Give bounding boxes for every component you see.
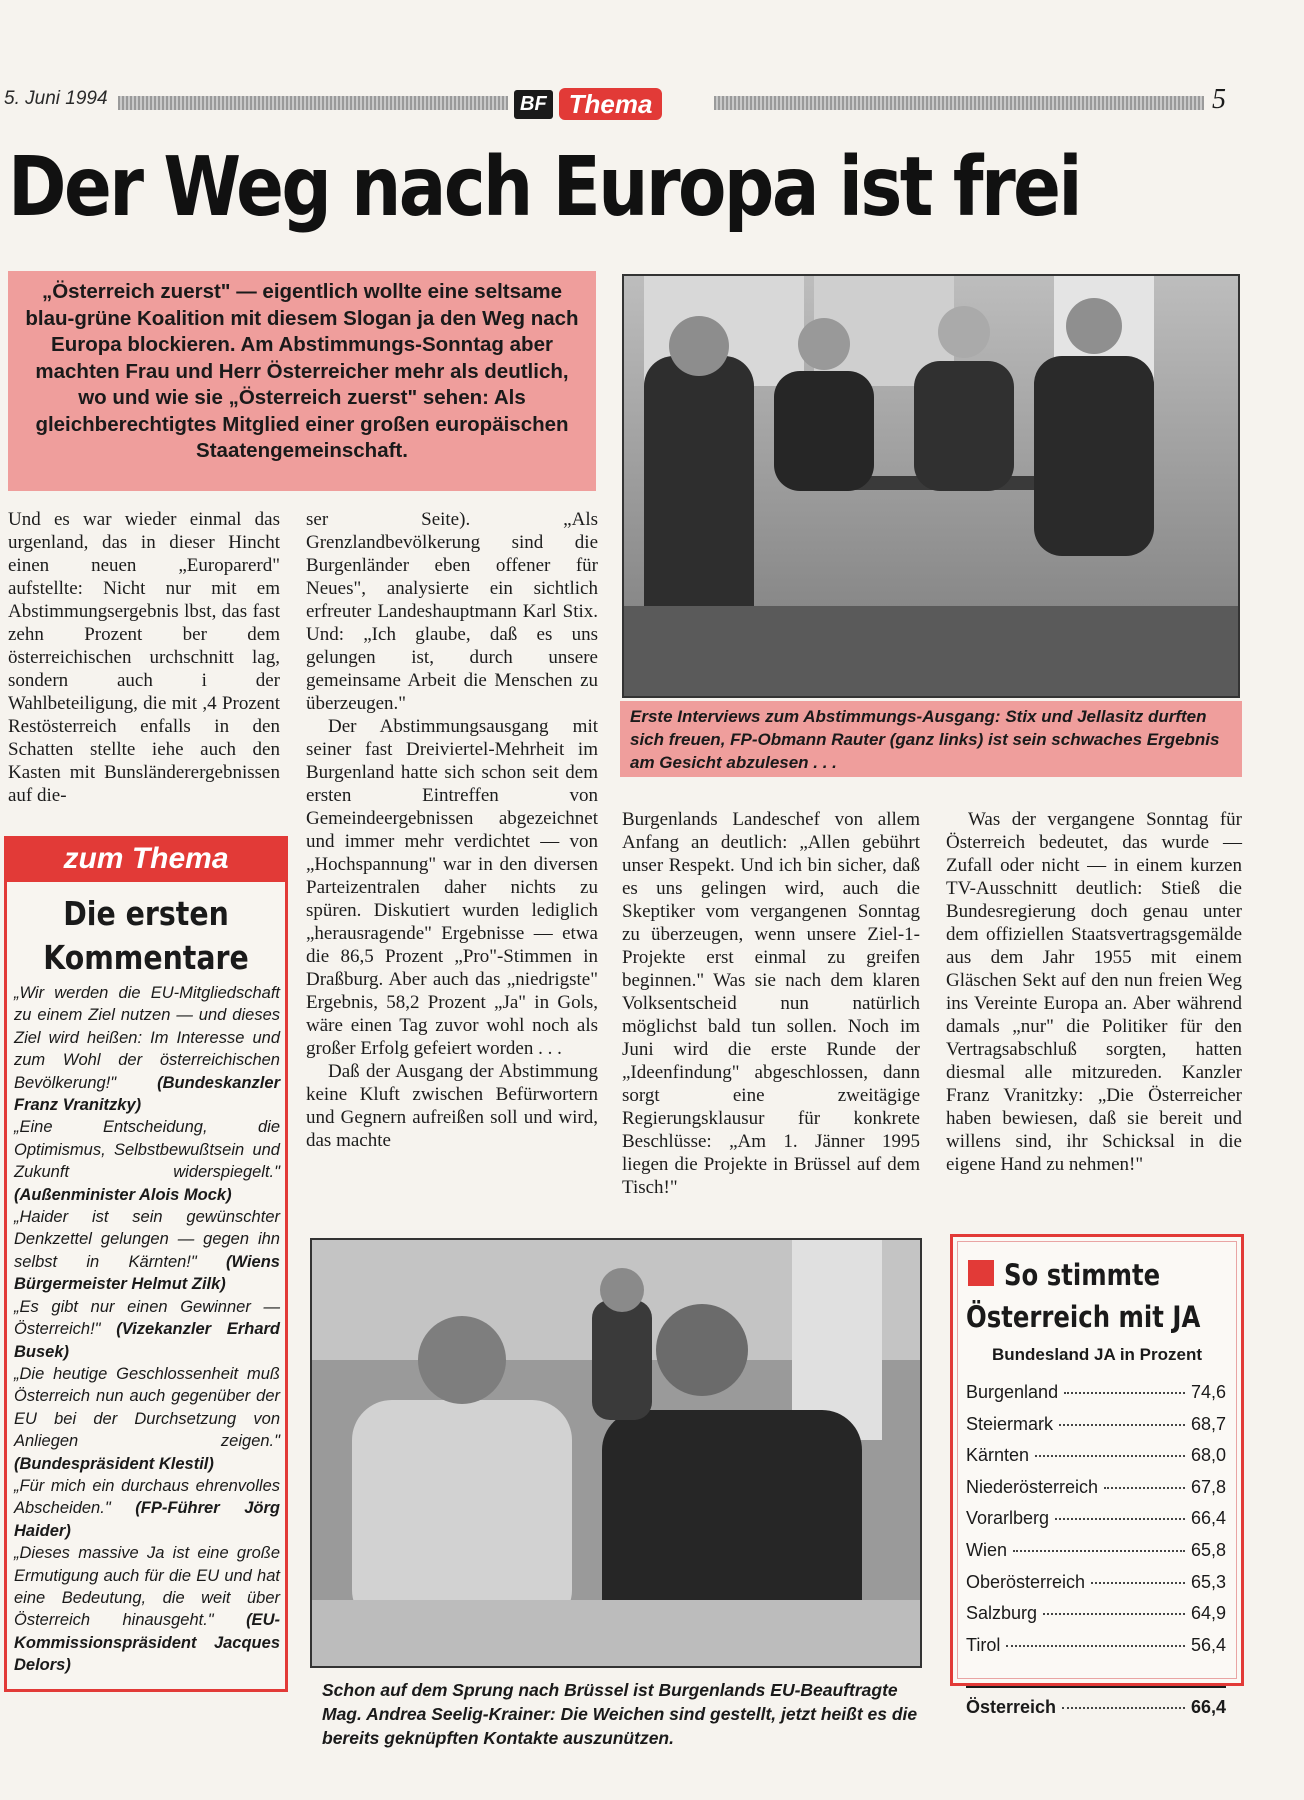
photo-eu-delegate-image xyxy=(312,1240,920,1666)
sidebar-quotes xyxy=(14,982,280,1677)
quote-item xyxy=(14,1475,280,1542)
results-row-name: Salzburg xyxy=(966,1603,1038,1624)
header-rule-right xyxy=(714,96,1204,110)
results-separator xyxy=(966,1686,1226,1688)
photo-tv-interview xyxy=(622,274,1240,698)
results-total-row xyxy=(966,1697,1226,1729)
quote-item xyxy=(14,1296,280,1363)
bf-logo: BF xyxy=(514,90,553,119)
results-row xyxy=(966,1572,1226,1604)
results-list xyxy=(966,1382,1226,1666)
results-row-name: Kärnten xyxy=(966,1445,1030,1466)
results-row-name: Vorarlberg xyxy=(966,1508,1050,1529)
photo-eu-delegate-caption: Schon auf dem Sprung nach Brüssel ist Burgenlands EU-Beauftragte Mag. Andrea Seelig-Krainer: Die Weichen sind gestellt, jetzt heißt es die bereits geknüpften Kontakte auszunützen. xyxy=(322,1680,918,1748)
thema-logo: Thema xyxy=(559,88,663,120)
photo-tv-interview-image xyxy=(624,276,1238,696)
lead-paragraph: „Österreich zuerst" — eigentlich wollte eine seltsame blau-grüne Koalition mit diesem Slogan ja den Weg nach Europa blockieren. Am Abstimmungs-Sonntag aber machten Frau und Herr Österreicher mehr als deutlich, wo und wie sie „Österreich zuerst" sehen: Als gleichberechtigtes Mitglied einer großen europäischen Staatengemeinschaft. xyxy=(8,271,596,491)
quote-text: „Die heutige Geschlossenheit muß Österreich nun auch gegenüber der EU bei der Durchsetzung von Anliegen zeigen." xyxy=(14,1364,280,1451)
quote-text: „Dieses massive Ja ist eine große Ermutigung auch für die EU und hat eine Bedeutung, die weit über Österreich hinausgeht." xyxy=(14,1544,280,1630)
results-total xyxy=(966,1697,1226,1729)
quote-source: (Vizekanzler Erhard Busek) xyxy=(14,1320,280,1361)
sidebar-kicker-text: zum Thema xyxy=(63,842,229,875)
results-row-value: 65,3 xyxy=(1190,1571,1226,1592)
results-row xyxy=(966,1635,1226,1667)
sidebar-title: Die ersten Kommentare xyxy=(43,894,249,977)
results-row xyxy=(966,1603,1226,1635)
page-number: 5 xyxy=(1212,84,1226,115)
article-col2-p1: ser Seite). „Als Grenzlandbevölkerung sind die Burgenländer eben offener für Neues", analysierte ein sichtlich erfreuter Landeshauptmann Karl Stix. Und: „Ich glaube, daß es uns gelungen ist, durch unsere gemeinsame Arbeit die Menschen zu überzeugen." xyxy=(306,509,598,714)
results-row-value: 68,0 xyxy=(1190,1445,1226,1466)
quote-source: (Außenminister Alois Mock) xyxy=(14,1185,232,1204)
quote-item xyxy=(14,1363,280,1475)
article-col4-p1: Was der vergangene Sonntag für Österreich bedeutet, das wurde — Zufall oder nicht — in einem kurzen TV-Ausschnitt deutlich: Stieß die Bundesregierung doch genau unter dem offiziellen Staatsvertragsgemälde aus dem Jahr 1955 mit einem Gläschen Sekt auf den nun freien Weg ins Vereinte Europa an. Aber während damals „nur" die Politiker für den Vertragsabschluß sorgten, hatten diesmal alle mitzureden. Kanzler Franz Vranitzky: „Die Österreicher haben bewiesen, daß sie bereit und willens sind, ihr Schicksal in die eigene Hand zu nehmen!" xyxy=(946,809,1242,1175)
results-title-row xyxy=(968,1254,1190,1296)
quote-text: „Eine Entscheidung, die Optimismus, Selbstbewußtsein und Zukunft widerspiegelt." xyxy=(14,1118,280,1182)
header-rule-left xyxy=(118,96,508,110)
sidebar-kicker xyxy=(4,836,288,882)
article-col2-p2: Der Abstimmungsausgang mit seiner fast Dreiviertel-Mehrheit im Burgenland hatte sich schon seit dem ersten Eintreffen von Gemeindeergebnissen abgezeichnet und immer mehr verdichtet — von „Hochspannung" war in den diversen Parteizentralen daher nichts zu spüren. Diskutiert wurden lediglich „herausragende" Ergebnisse — etwa die 86,5 Prozent „Pro"-Stimmen in Draßburg. Aber auch das „niedrigste" Ergebnis, 58,2 Prozent „Ja" in Gols, wäre einen Tag zuvor wohl noch als großer Erfolg gefeiert worden . . . xyxy=(306,716,598,1059)
results-row-name: Oberösterreich xyxy=(966,1571,1086,1592)
section-logo xyxy=(514,86,710,122)
article-column-3 xyxy=(622,808,920,1199)
results-row-name: Burgenland xyxy=(966,1382,1059,1402)
article-column-1 xyxy=(8,508,280,807)
results-row-value: 68,7 xyxy=(1190,1413,1226,1434)
results-row xyxy=(966,1508,1226,1540)
quote-item xyxy=(14,1206,280,1296)
results-row xyxy=(966,1382,1226,1414)
red-square-icon xyxy=(968,1260,994,1286)
results-row-value: 64,9 xyxy=(1190,1603,1226,1624)
article-column-2 xyxy=(306,508,598,1152)
results-row-name: Steiermark xyxy=(966,1413,1054,1434)
results-row-value: 67,8 xyxy=(1190,1476,1226,1497)
quote-source: (Bundeskanzler Franz Vranitzky) xyxy=(14,1073,280,1115)
results-row-value: 65,8 xyxy=(1190,1539,1226,1560)
headline: Der Weg nach Europa ist frei xyxy=(8,140,1081,235)
results-subtitle: Bundesland JA in Prozent xyxy=(991,1345,1202,1364)
photo-eu-delegate xyxy=(310,1238,922,1668)
quote-text: „Für mich ein durchaus ehrenvolles Abscheiden." xyxy=(14,1476,280,1518)
quote-source: (Wiens Bürgermeister Helmut Zilk) xyxy=(14,1252,280,1294)
results-total-name: Österreich xyxy=(966,1697,1057,1717)
results-row xyxy=(966,1477,1226,1509)
quote-source: (Bundespräsident Klestil) xyxy=(14,1454,214,1473)
quote-text: „Es gibt nur einen Gewinner — Österreich!" xyxy=(14,1297,280,1339)
article-col3-p1: Burgenlands Landeschef von allem Anfang an deutlich: „Allen gebührt unser Respekt. Und ich bin sicher, daß es uns gelingen wird, auch die Skeptiker vom vergangenen Sonntag zu überzeugen, wenn unsere Ziel-1-Projekte erst einmal zu greifen beginnen." Was sie nach dem klaren Volksentscheid nun natürlich möglichst bald tun sollen. Noch im Juni wird die erste Runde der „Ideenfindung" abgeschlossen, dann sorgt eine zweitägige Regierungsklausur für konkrete Beschlüsse: „Am 1. Jänner 1995 liegen die Projekte in Brüssel auf dem Tisch!" xyxy=(622,809,920,1198)
photo-tv-interview-caption: Erste Interviews zum Abstimmungs-Ausgang: Stix und Jellasitz durften sich freuen, FP-Obmann Rauter (ganz links) ist sein schwaches Ergebnis am Gesicht abzulesen . . . xyxy=(620,701,1242,777)
results-row-value: 66,4 xyxy=(1190,1508,1226,1529)
issue-date: 5. Juni 1994 xyxy=(4,88,108,109)
results-row xyxy=(966,1445,1226,1477)
results-title-line1: So stimmte xyxy=(1004,1258,1161,1292)
quote-item xyxy=(14,982,280,1116)
article-col2-p3: Daß der Ausgang der Abstimmung keine Kluft zwischen Befürwortern und Gegnern aufreißen soll und wird, das machte xyxy=(306,1061,598,1151)
results-total-value: 66,4 xyxy=(1190,1697,1226,1717)
results-row-name: Niederösterreich xyxy=(966,1476,1099,1497)
quote-source: (FP-Führer Jörg Haider) xyxy=(14,1499,280,1540)
quote-item xyxy=(14,1542,280,1676)
results-row-value: 56,4 xyxy=(1190,1634,1226,1655)
article-col1-p1: Und es war wieder einmal das urgenland, das in dieser Hincht einen neuen „Europarerd" aufstellte: Nicht nur mit em Abstimmungsergebnis lbst, das fast zehn Prozent ber dem österreichischen urchschnitt lag, sondern auch i der Wahlbeteiligung, die mit ,4 Prozent Restösterreich enfalls in den Schatten stellte iehe auch den Kasten mit Bunsländerergebnissen auf die- xyxy=(8,509,280,806)
results-row-value: 74,6 xyxy=(1190,1382,1226,1402)
results-row xyxy=(966,1414,1226,1446)
results-row-name: Wien xyxy=(966,1539,1008,1560)
quote-text: „Wir werden die EU-Mitgliedschaft zu einem Ziel nutzen — und dieses Ziel wird heißen: Im Interesse und zum Wohl der österreichischen Bevölkerung!" xyxy=(14,984,280,1092)
quote-source: (EU-Kommissionspräsident Jacques Delors) xyxy=(14,1611,280,1675)
quote-item xyxy=(14,1116,280,1206)
quote-text: „Haider ist sein gewünschter Denkzettel gelungen — gegen ihn selbst in Kärnten!" xyxy=(14,1208,280,1271)
results-row-name: Tirol xyxy=(966,1634,1001,1655)
article-column-4 xyxy=(946,808,1242,1176)
results-row xyxy=(966,1540,1226,1572)
results-title-line2: Österreich mit JA xyxy=(966,1300,1201,1334)
